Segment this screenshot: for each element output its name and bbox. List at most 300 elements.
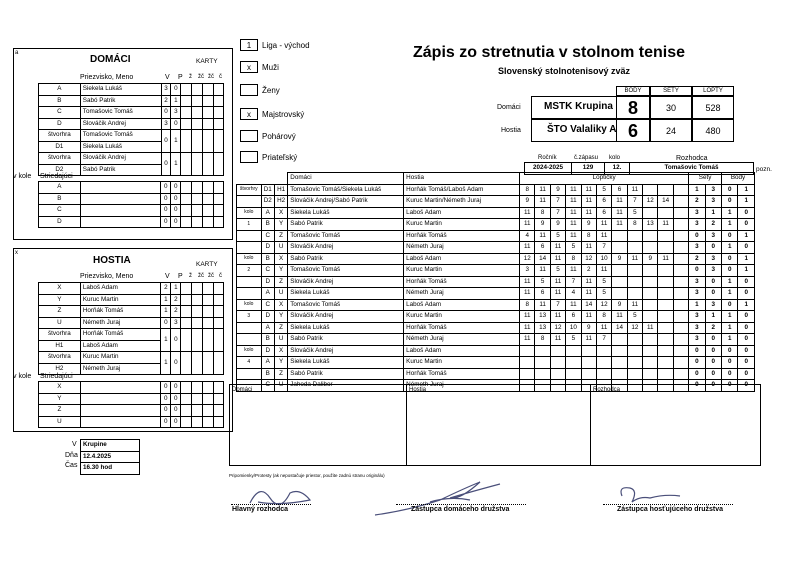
- category-checkbox[interactable]: [240, 84, 258, 96]
- match-home-player: Siekela Lukáš: [288, 357, 404, 369]
- score-away-label: Hostia: [501, 127, 521, 134]
- match-ball-score: 14: [535, 253, 550, 265]
- player-id: A: [39, 84, 81, 96]
- match-ball-score: [643, 288, 658, 300]
- match-ball-score: [566, 357, 581, 369]
- match-ball-score: [612, 276, 627, 288]
- match-away-id: U: [274, 288, 287, 300]
- card-cell: [214, 153, 224, 176]
- match-away-player: Laboš Adam: [404, 345, 520, 357]
- notes-divider-1: [406, 384, 407, 466]
- score-home-points: 8: [616, 96, 650, 119]
- card-cell: [192, 95, 203, 107]
- match-home-player: Siekela Lukáš: [288, 207, 404, 219]
- match-group: 4: [237, 357, 262, 369]
- match-b2: 0: [738, 242, 755, 254]
- match-away-id: H1: [274, 184, 287, 196]
- meta-zapas: 129: [572, 163, 605, 175]
- match-ball-score: 5: [550, 265, 565, 277]
- match-ball-score: 5: [596, 288, 611, 300]
- match-s2: 1: [705, 311, 721, 323]
- away-col-v: V: [165, 273, 170, 280]
- match-ball-score: 7: [627, 196, 642, 208]
- player-name: Slováčik Andrej: [80, 118, 161, 130]
- card-cell: [181, 306, 192, 318]
- match-ball-score: 8: [581, 230, 596, 242]
- match-away-player: Kuruc Martin: [404, 357, 520, 369]
- sub-name: [80, 382, 161, 394]
- match-s1: 3: [689, 311, 705, 323]
- match-away-player: Laboš Adam: [404, 207, 520, 219]
- match-away-id: Z: [274, 368, 287, 380]
- player-wins: 0: [161, 317, 171, 329]
- match-s2: 3: [705, 265, 721, 277]
- notes-divider-2: [590, 384, 591, 466]
- match-b1: 0: [722, 265, 738, 277]
- player-losses: 1: [171, 95, 181, 107]
- match-away-player: Horňák Tomáš: [404, 368, 520, 380]
- referee-sign-label: Hlavný rozhodca: [232, 506, 289, 513]
- meta-rocnik-label: Ročník: [538, 155, 557, 161]
- match-ball-score: [658, 230, 673, 242]
- match-home-player: Siekela Lukáš: [288, 288, 404, 300]
- doubles-losses: 0: [171, 329, 181, 352]
- player-id: X: [39, 283, 81, 295]
- match-s1: 0: [689, 265, 705, 277]
- score-away-balls: 480: [692, 119, 734, 142]
- doubles-id: D1: [39, 141, 81, 153]
- match-s1: 0: [689, 345, 705, 357]
- league-number-box: 1: [240, 39, 258, 51]
- match-s2: 0: [705, 242, 721, 254]
- match-ball-score: [566, 345, 581, 357]
- match-ball-score: 7: [550, 196, 565, 208]
- match-away-player: Kuruc Martin: [404, 219, 520, 231]
- match-home-player: Slováčik Andrej: [288, 345, 404, 357]
- doubles-row: [39, 352, 224, 364]
- match-ball-score: 11: [535, 230, 550, 242]
- match-s2: 0: [705, 357, 721, 369]
- match-ball-score: 7: [596, 242, 611, 254]
- match-ball-score: 8: [520, 184, 535, 196]
- match-group: [237, 230, 262, 242]
- match-row: [237, 288, 755, 300]
- match-ball-score: [581, 357, 596, 369]
- category-checkbox[interactable]: [240, 130, 258, 142]
- match-s2: 0: [705, 380, 721, 392]
- match-ball-score: [520, 368, 535, 380]
- match-ball-score: 11: [581, 196, 596, 208]
- doubles-wins: 0: [161, 153, 171, 176]
- match-b1: 1: [722, 322, 738, 334]
- card-cell: [192, 416, 203, 428]
- category-label: Priateľský: [262, 153, 298, 162]
- match-ball-score: 9: [520, 196, 535, 208]
- match-ball-score: 6: [535, 288, 550, 300]
- player-row: [39, 306, 224, 318]
- match-ball-score: [673, 345, 688, 357]
- match-group: [237, 276, 262, 288]
- match-row: [237, 357, 755, 369]
- match-ball-score: [643, 207, 658, 219]
- match-b2: 0: [738, 276, 755, 288]
- match-ball-score: 5: [627, 207, 642, 219]
- card-cell: [181, 118, 192, 130]
- match-home-id: A: [261, 322, 274, 334]
- match-ball-score: [643, 368, 658, 380]
- away-col-c: č: [219, 273, 222, 279]
- match-ball-score: [581, 368, 596, 380]
- match-away-id: U: [274, 380, 287, 392]
- card-cell: [192, 153, 203, 176]
- card-cell: [192, 294, 203, 306]
- sub-row: [39, 216, 224, 228]
- match-row: [237, 334, 755, 346]
- category-checkbox[interactable]: x: [240, 61, 258, 73]
- match-ball-score: [658, 184, 673, 196]
- player-wins: 0: [161, 107, 171, 119]
- away-players-table: [38, 282, 224, 375]
- match-row: [237, 230, 755, 242]
- match-away-id: X: [274, 253, 287, 265]
- sub-id: Z: [39, 405, 81, 417]
- match-home-id: D2: [261, 196, 274, 208]
- match-home-id: B: [261, 219, 274, 231]
- player-wins: 2: [161, 283, 171, 295]
- match-ball-score: 11: [535, 265, 550, 277]
- match-away-id: Y: [274, 357, 287, 369]
- home-subs-kolo: v kole: [13, 173, 32, 180]
- match-ball-score: 11: [596, 265, 611, 277]
- match-b2: 1: [738, 265, 755, 277]
- match-ball-score: [658, 299, 673, 311]
- match-ball-score: [658, 288, 673, 300]
- match-home-player: Tomašovic Tomáš/Siekela Lukáš: [288, 184, 404, 196]
- card-cell: [192, 405, 203, 417]
- match-row: [237, 196, 755, 208]
- match-home-id: D: [261, 311, 274, 323]
- match-ball-score: [550, 345, 565, 357]
- match-ball-score: 6: [596, 207, 611, 219]
- match-s1: 1: [689, 184, 705, 196]
- player-row: [39, 283, 224, 295]
- category-label: Ženy: [262, 86, 280, 95]
- sub-wins: 0: [161, 382, 171, 394]
- match-home-id: C: [261, 230, 274, 242]
- match-ball-score: [673, 184, 688, 196]
- score-home-balls: 528: [692, 96, 734, 119]
- card-cell: [203, 317, 214, 329]
- card-cell: [203, 182, 214, 194]
- match-ball-score: 8: [520, 299, 535, 311]
- match-ball-score: 11: [550, 253, 565, 265]
- meta-kolo: 12.: [605, 163, 630, 175]
- match-ball-score: 11: [520, 334, 535, 346]
- card-cell: [214, 84, 224, 96]
- match-b1: 0: [722, 380, 738, 392]
- player-row: [39, 107, 224, 119]
- match-away-id: Y: [274, 265, 287, 277]
- match-b1: 1: [722, 334, 738, 346]
- match-ball-score: [658, 345, 673, 357]
- sub-row: [39, 382, 224, 394]
- match-row: [237, 299, 755, 311]
- match-home-player: Sabó Patrik: [288, 253, 404, 265]
- match-ball-score: 11: [520, 322, 535, 334]
- away-karty-label: KARTY: [196, 261, 218, 268]
- match-ball-score: 9: [612, 299, 627, 311]
- sub-wins: 0: [161, 405, 171, 417]
- match-ball-score: 4: [520, 230, 535, 242]
- match-ball-score: 11: [566, 230, 581, 242]
- sub-row: [39, 193, 224, 205]
- match-ball-score: 11: [566, 299, 581, 311]
- match-ball-score: 11: [550, 311, 565, 323]
- player-id: U: [39, 317, 81, 329]
- match-home-id: B: [261, 253, 274, 265]
- matches-col-body: Body: [722, 173, 755, 185]
- card-cell: [203, 153, 214, 176]
- match-group: kolo: [237, 299, 262, 311]
- match-away-id: U: [274, 334, 287, 346]
- match-ball-score: 14: [658, 196, 673, 208]
- match-s1: 3: [689, 276, 705, 288]
- card-cell: [181, 283, 192, 295]
- player-id: D: [39, 118, 81, 130]
- match-ball-score: 12: [596, 299, 611, 311]
- match-home-id: C: [261, 380, 274, 392]
- match-ball-score: [627, 265, 642, 277]
- match-ball-score: 11: [612, 311, 627, 323]
- doubles-label: štvorhra: [39, 352, 81, 364]
- match-s2: 1: [705, 207, 721, 219]
- match-row: [237, 276, 755, 288]
- match-ball-score: 11: [535, 299, 550, 311]
- match-ball-score: [566, 368, 581, 380]
- match-home-id: D1: [261, 184, 274, 196]
- match-ball-score: 11: [581, 334, 596, 346]
- match-ball-score: [673, 276, 688, 288]
- card-cell: [203, 118, 214, 130]
- match-ball-score: 7: [550, 207, 565, 219]
- away-col-z: ž: [189, 273, 192, 279]
- sub-row: [39, 393, 224, 405]
- doubles-losses: 0: [171, 352, 181, 375]
- match-s1: 3: [689, 334, 705, 346]
- category-label: Pohárový: [262, 132, 296, 141]
- match-ball-score: 11: [596, 230, 611, 242]
- card-cell: [214, 107, 224, 119]
- home-karty-label: KARTY: [196, 58, 218, 65]
- card-cell: [192, 205, 203, 217]
- score-away-sets: 24: [650, 119, 692, 142]
- match-s1: 3: [689, 219, 705, 231]
- category-checkbox[interactable]: x: [240, 108, 258, 120]
- card-cell: [192, 382, 203, 394]
- match-away-player: Kuruc Martin: [404, 265, 520, 277]
- match-ball-score: 9: [550, 184, 565, 196]
- home-col-z: ž: [189, 74, 192, 80]
- meta-kolo-label: kolo: [609, 155, 621, 161]
- match-b1: 0: [722, 368, 738, 380]
- card-cell: [214, 329, 224, 352]
- player-name: Horňák Tomáš: [80, 306, 161, 318]
- card-cell: [181, 393, 192, 405]
- match-ball-score: [596, 345, 611, 357]
- away-col-p: P: [178, 273, 183, 280]
- player-name: Sabó Patrik: [80, 95, 161, 107]
- match-ball-score: [535, 357, 550, 369]
- match-away-id: Z: [274, 230, 287, 242]
- category-checkbox[interactable]: [240, 151, 258, 163]
- match-ball-score: [658, 368, 673, 380]
- match-ball-score: 11: [566, 184, 581, 196]
- doubles-player-1: Tomašovic Tomáš: [80, 130, 161, 142]
- match-row: [237, 322, 755, 334]
- sub-wins: 0: [161, 193, 171, 205]
- card-cell: [203, 329, 214, 352]
- away-subs-label: Striedajúci: [40, 373, 73, 380]
- match-ball-score: 11: [581, 184, 596, 196]
- match-ball-score: [673, 322, 688, 334]
- notes-domaci-label: Domáci: [232, 387, 253, 393]
- match-ball-score: 5: [566, 334, 581, 346]
- doubles-id: D2: [39, 164, 81, 176]
- card-cell: [181, 193, 192, 205]
- match-away-player: Németh Juraj: [404, 242, 520, 254]
- match-home-player: Sabó Patrik: [288, 219, 404, 231]
- match-b1: 0: [722, 345, 738, 357]
- match-ball-score: 8: [627, 219, 642, 231]
- match-b1: 1: [722, 207, 738, 219]
- match-home-id: D: [261, 276, 274, 288]
- match-away-id: Y: [274, 219, 287, 231]
- match-b2: 0: [738, 288, 755, 300]
- player-losses: 0: [171, 118, 181, 130]
- match-ball-score: 11: [581, 311, 596, 323]
- away-corner-mark: x: [15, 250, 18, 256]
- match-home-player: Siekela Lukáš: [288, 322, 404, 334]
- sub-row: [39, 405, 224, 417]
- card-cell: [192, 107, 203, 119]
- card-cell: [181, 329, 192, 352]
- match-ball-score: [658, 265, 673, 277]
- category-label: Majstrovský: [262, 110, 305, 119]
- away-sign-line: [603, 504, 733, 505]
- match-row: [237, 265, 755, 277]
- sub-id: U: [39, 416, 81, 428]
- match-ball-score: [658, 242, 673, 254]
- match-group: [237, 322, 262, 334]
- match-b1: 0: [722, 357, 738, 369]
- match-ball-score: 6: [535, 242, 550, 254]
- match-ball-score: [612, 357, 627, 369]
- player-id: Z: [39, 306, 81, 318]
- match-ball-score: [673, 299, 688, 311]
- card-cell: [192, 283, 203, 295]
- card-cell: [181, 182, 192, 194]
- card-cell: [214, 393, 224, 405]
- sub-name: [80, 405, 161, 417]
- match-ball-score: 11: [566, 207, 581, 219]
- score-home-sets: 30: [650, 96, 692, 119]
- match-s1: 3: [689, 207, 705, 219]
- match-s1: 3: [689, 288, 705, 300]
- match-ball-score: [596, 357, 611, 369]
- match-s1: 2: [689, 196, 705, 208]
- doubles-row: [39, 153, 224, 165]
- match-ball-score: 11: [612, 207, 627, 219]
- card-cell: [203, 84, 214, 96]
- match-ball-score: 6: [612, 184, 627, 196]
- match-b2: 0: [738, 207, 755, 219]
- match-ball-score: 11: [550, 276, 565, 288]
- card-cell: [214, 352, 224, 375]
- match-home-player: Jahoda Dalibor: [288, 380, 404, 392]
- sub-wins: 0: [161, 393, 171, 405]
- card-cell: [181, 416, 192, 428]
- match-ball-score: 11: [520, 219, 535, 231]
- home-subs-label: Striedajúci: [40, 173, 73, 180]
- match-ball-score: [627, 357, 642, 369]
- match-away-player: Horňák Tomáš/Laboš Adam: [404, 184, 520, 196]
- match-ball-score: 5: [566, 242, 581, 254]
- match-home-id: D: [261, 345, 274, 357]
- match-ball-score: 11: [520, 311, 535, 323]
- match-ball-score: 11: [581, 288, 596, 300]
- match-home-player: Slováčik Andrej: [288, 242, 404, 254]
- match-row: [237, 253, 755, 265]
- match-home-player: Slováčik Andrej/Sabó Patrik: [288, 196, 404, 208]
- match-home-player: Slováčik Andrej: [288, 276, 404, 288]
- doubles-player-2: Siekela Lukáš: [80, 141, 161, 153]
- card-cell: [181, 382, 192, 394]
- card-cell: [214, 416, 224, 428]
- doubles-wins: 1: [161, 352, 171, 375]
- match-ball-score: 11: [581, 207, 596, 219]
- match-home-id: B: [261, 368, 274, 380]
- match-ball-score: 11: [566, 196, 581, 208]
- match-away-id: U: [274, 242, 287, 254]
- card-cell: [192, 182, 203, 194]
- home-sign-label: Zástupca domáceho družstva: [411, 506, 510, 513]
- match-ball-score: 11: [550, 242, 565, 254]
- match-group: [237, 288, 262, 300]
- sub-losses: 0: [171, 216, 181, 228]
- card-cell: [214, 294, 224, 306]
- match-ball-score: [535, 368, 550, 380]
- player-id: B: [39, 95, 81, 107]
- away-subs-kolo: v kole: [13, 373, 32, 380]
- card-cell: [181, 107, 192, 119]
- match-away-player: Németh Juraj: [404, 334, 520, 346]
- home-players-table: [38, 83, 224, 176]
- player-wins: 2: [161, 95, 171, 107]
- card-cell: [214, 306, 224, 318]
- notes-rozhodca-label: Rozhodca: [593, 387, 621, 393]
- match-ball-score: 10: [566, 322, 581, 334]
- match-ball-score: 12: [550, 322, 565, 334]
- home-corner-mark: a: [15, 50, 19, 56]
- match-home-player: Tomašovic Tomáš: [288, 299, 404, 311]
- match-ball-score: [643, 345, 658, 357]
- match-b1: 0: [722, 253, 738, 265]
- meta-rozhodca-label: Rozhodca: [676, 155, 708, 162]
- match-home-id: C: [261, 265, 274, 277]
- sub-losses: 0: [171, 416, 181, 428]
- match-ball-score: [550, 368, 565, 380]
- sub-losses: 0: [171, 182, 181, 194]
